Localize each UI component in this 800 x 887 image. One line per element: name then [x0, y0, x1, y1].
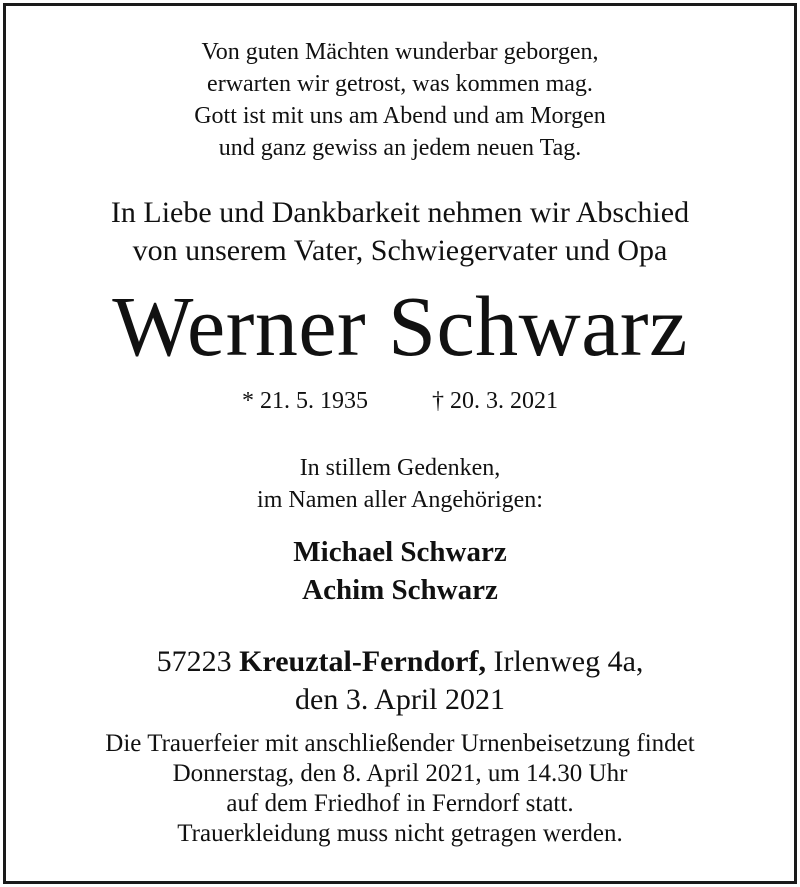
postcode: 57223: [156, 645, 232, 678]
service-line: Trauerkleidung muss nicht getragen werden.: [177, 820, 623, 847]
poem-line: erwarten wir getrost, was kommen mag.: [207, 71, 593, 97]
obituary-card: [3, 3, 797, 884]
service-line: Donnerstag, den 8. April 2021, um 14.30 Uhr: [172, 760, 628, 787]
address-line: [6, 643, 794, 681]
street: Irlenweg 4a,: [493, 645, 644, 678]
mourning-line: im Namen aller Angehörigen:: [257, 487, 543, 513]
life-dates: [6, 386, 794, 416]
signer-name: Achim Schwarz: [302, 574, 498, 606]
town: Kreuztal-Ferndorf,: [239, 645, 486, 678]
mourning-line: In stillem Gedenken,: [299, 455, 501, 481]
death-date: † 20. 3. 2021: [432, 388, 558, 414]
service-line: Die Trauerfeier mit anschließender Urnenbeisetzung findet: [105, 730, 695, 757]
intro-line: von unserem Vater, Schwiegervater und Opa: [132, 234, 668, 267]
poem-line: Von guten Mächten wunderbar geborgen,: [201, 39, 599, 65]
service-line: auf dem Friedhof in Ferndorf statt.: [226, 790, 574, 817]
signer-name: Michael Schwarz: [293, 536, 507, 568]
poem-line: Gott ist mit uns am Abend und am Morgen: [194, 103, 606, 129]
birth-date: * 21. 5. 1935: [242, 388, 368, 414]
date-line: den 3. April 2021: [295, 683, 505, 716]
deceased-name: Werner Schwarz: [112, 278, 688, 374]
poem-line: und ganz gewiss an jedem neuen Tag.: [218, 135, 582, 161]
intro-line: In Liebe und Dankbarkeit nehmen wir Abschied: [110, 196, 690, 229]
